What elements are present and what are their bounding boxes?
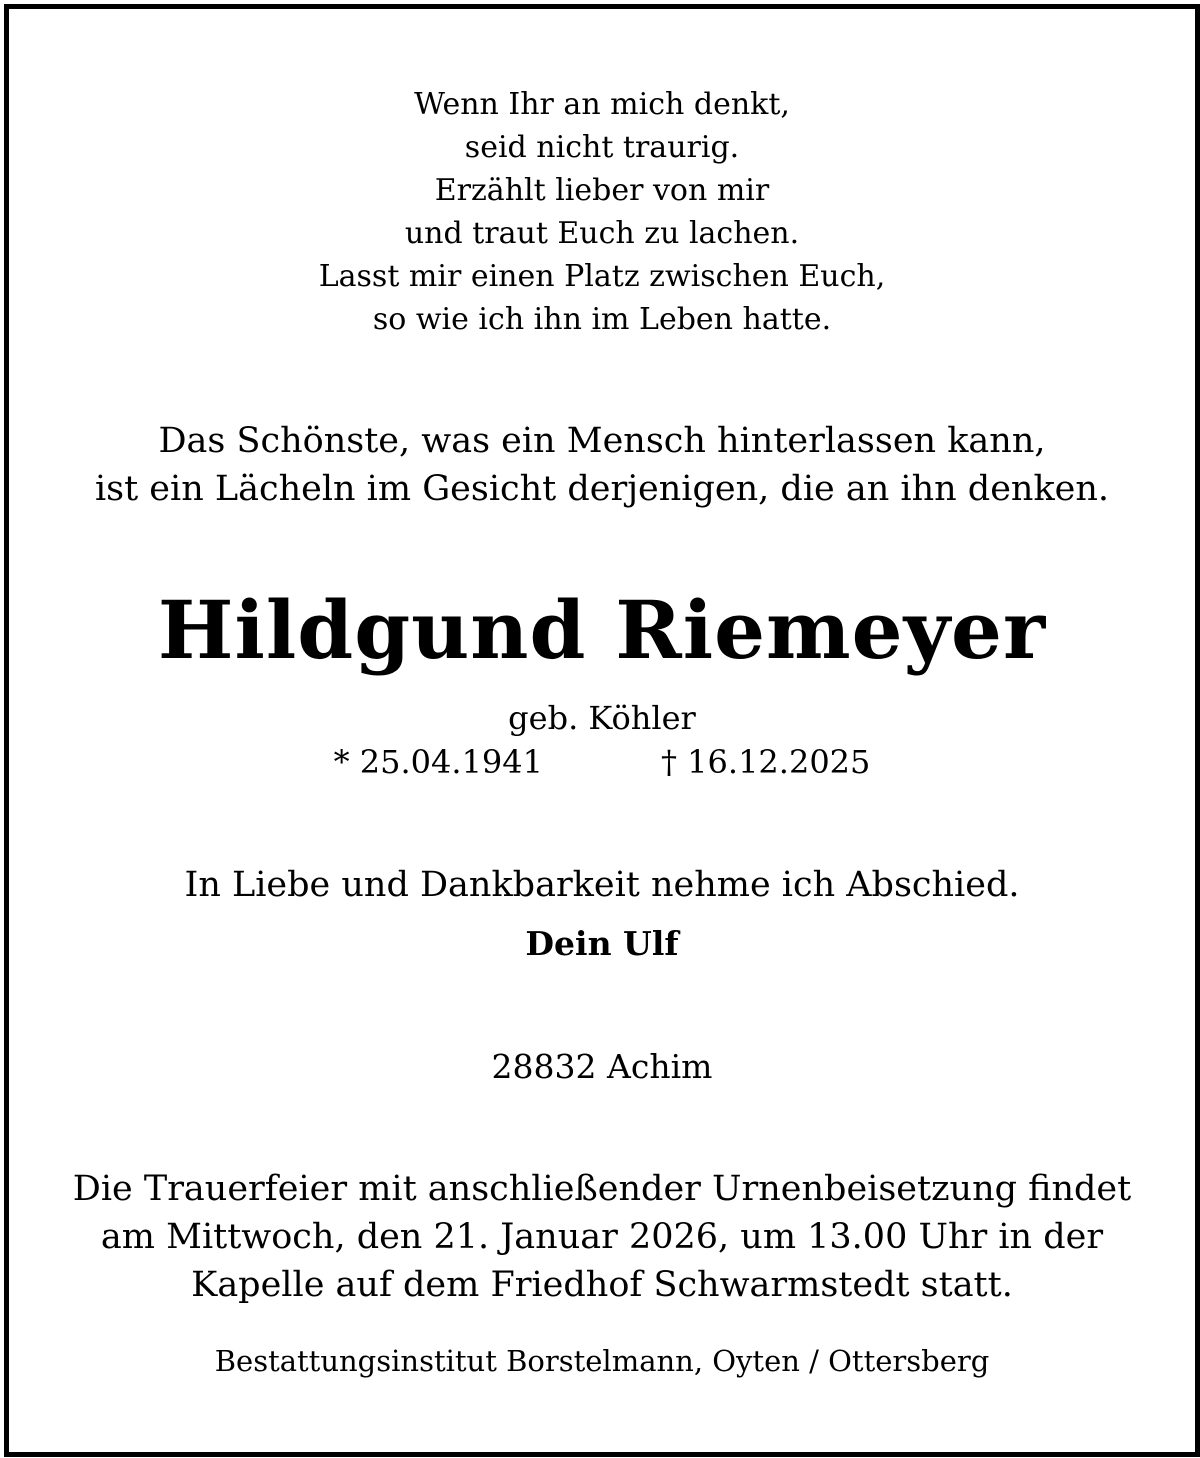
poem — [9, 83, 1195, 341]
poem-line: Erzählt lieber von mir — [434, 173, 770, 208]
death-date: † 16.12.2025 — [661, 743, 871, 781]
poem-line: und traut Euch zu lachen. — [404, 216, 800, 251]
maiden-name: geb. Köhler — [508, 699, 696, 737]
deceased-name: Hildgund Riemeyer — [157, 583, 1047, 677]
undertaker: Bestattungsinstitut Borstelmann, Oyten / Ottersberg — [214, 1344, 990, 1378]
poem-line: seid nicht traurig. — [464, 130, 740, 165]
birth-date: * 25.04.1941 — [333, 743, 543, 781]
signer-name: Dein Ulf — [525, 924, 679, 963]
quote — [9, 417, 1195, 513]
life-dates — [9, 741, 1195, 783]
obituary-frame — [4, 4, 1200, 1457]
quote-line: ist ein Lächeln im Gesicht derjenigen, die an ihn denken. — [94, 469, 1110, 509]
service-line: Kapelle auf dem Friedhof Schwarmstedt statt. — [191, 1265, 1013, 1305]
place: 28832 Achim — [491, 1047, 713, 1086]
farewell-text: In Liebe und Dankbarkeit nehme ich Abschied. — [184, 865, 1020, 905]
poem-line: Lasst mir einen Platz zwischen Euch, — [318, 259, 886, 294]
service-line: Die Trauerfeier mit anschließender Urnenbeisetzung findet — [72, 1169, 1132, 1209]
poem-line: so wie ich ihn im Leben hatte. — [372, 302, 832, 337]
funeral-service-info — [9, 1165, 1195, 1309]
poem-line: Wenn Ihr an mich denkt, — [414, 87, 790, 122]
service-line: am Mittwoch, den 21. Januar 2026, um 13.00 Uhr in der — [100, 1217, 1104, 1257]
quote-line: Das Schönste, was ein Mensch hinterlassen kann, — [158, 421, 1046, 461]
